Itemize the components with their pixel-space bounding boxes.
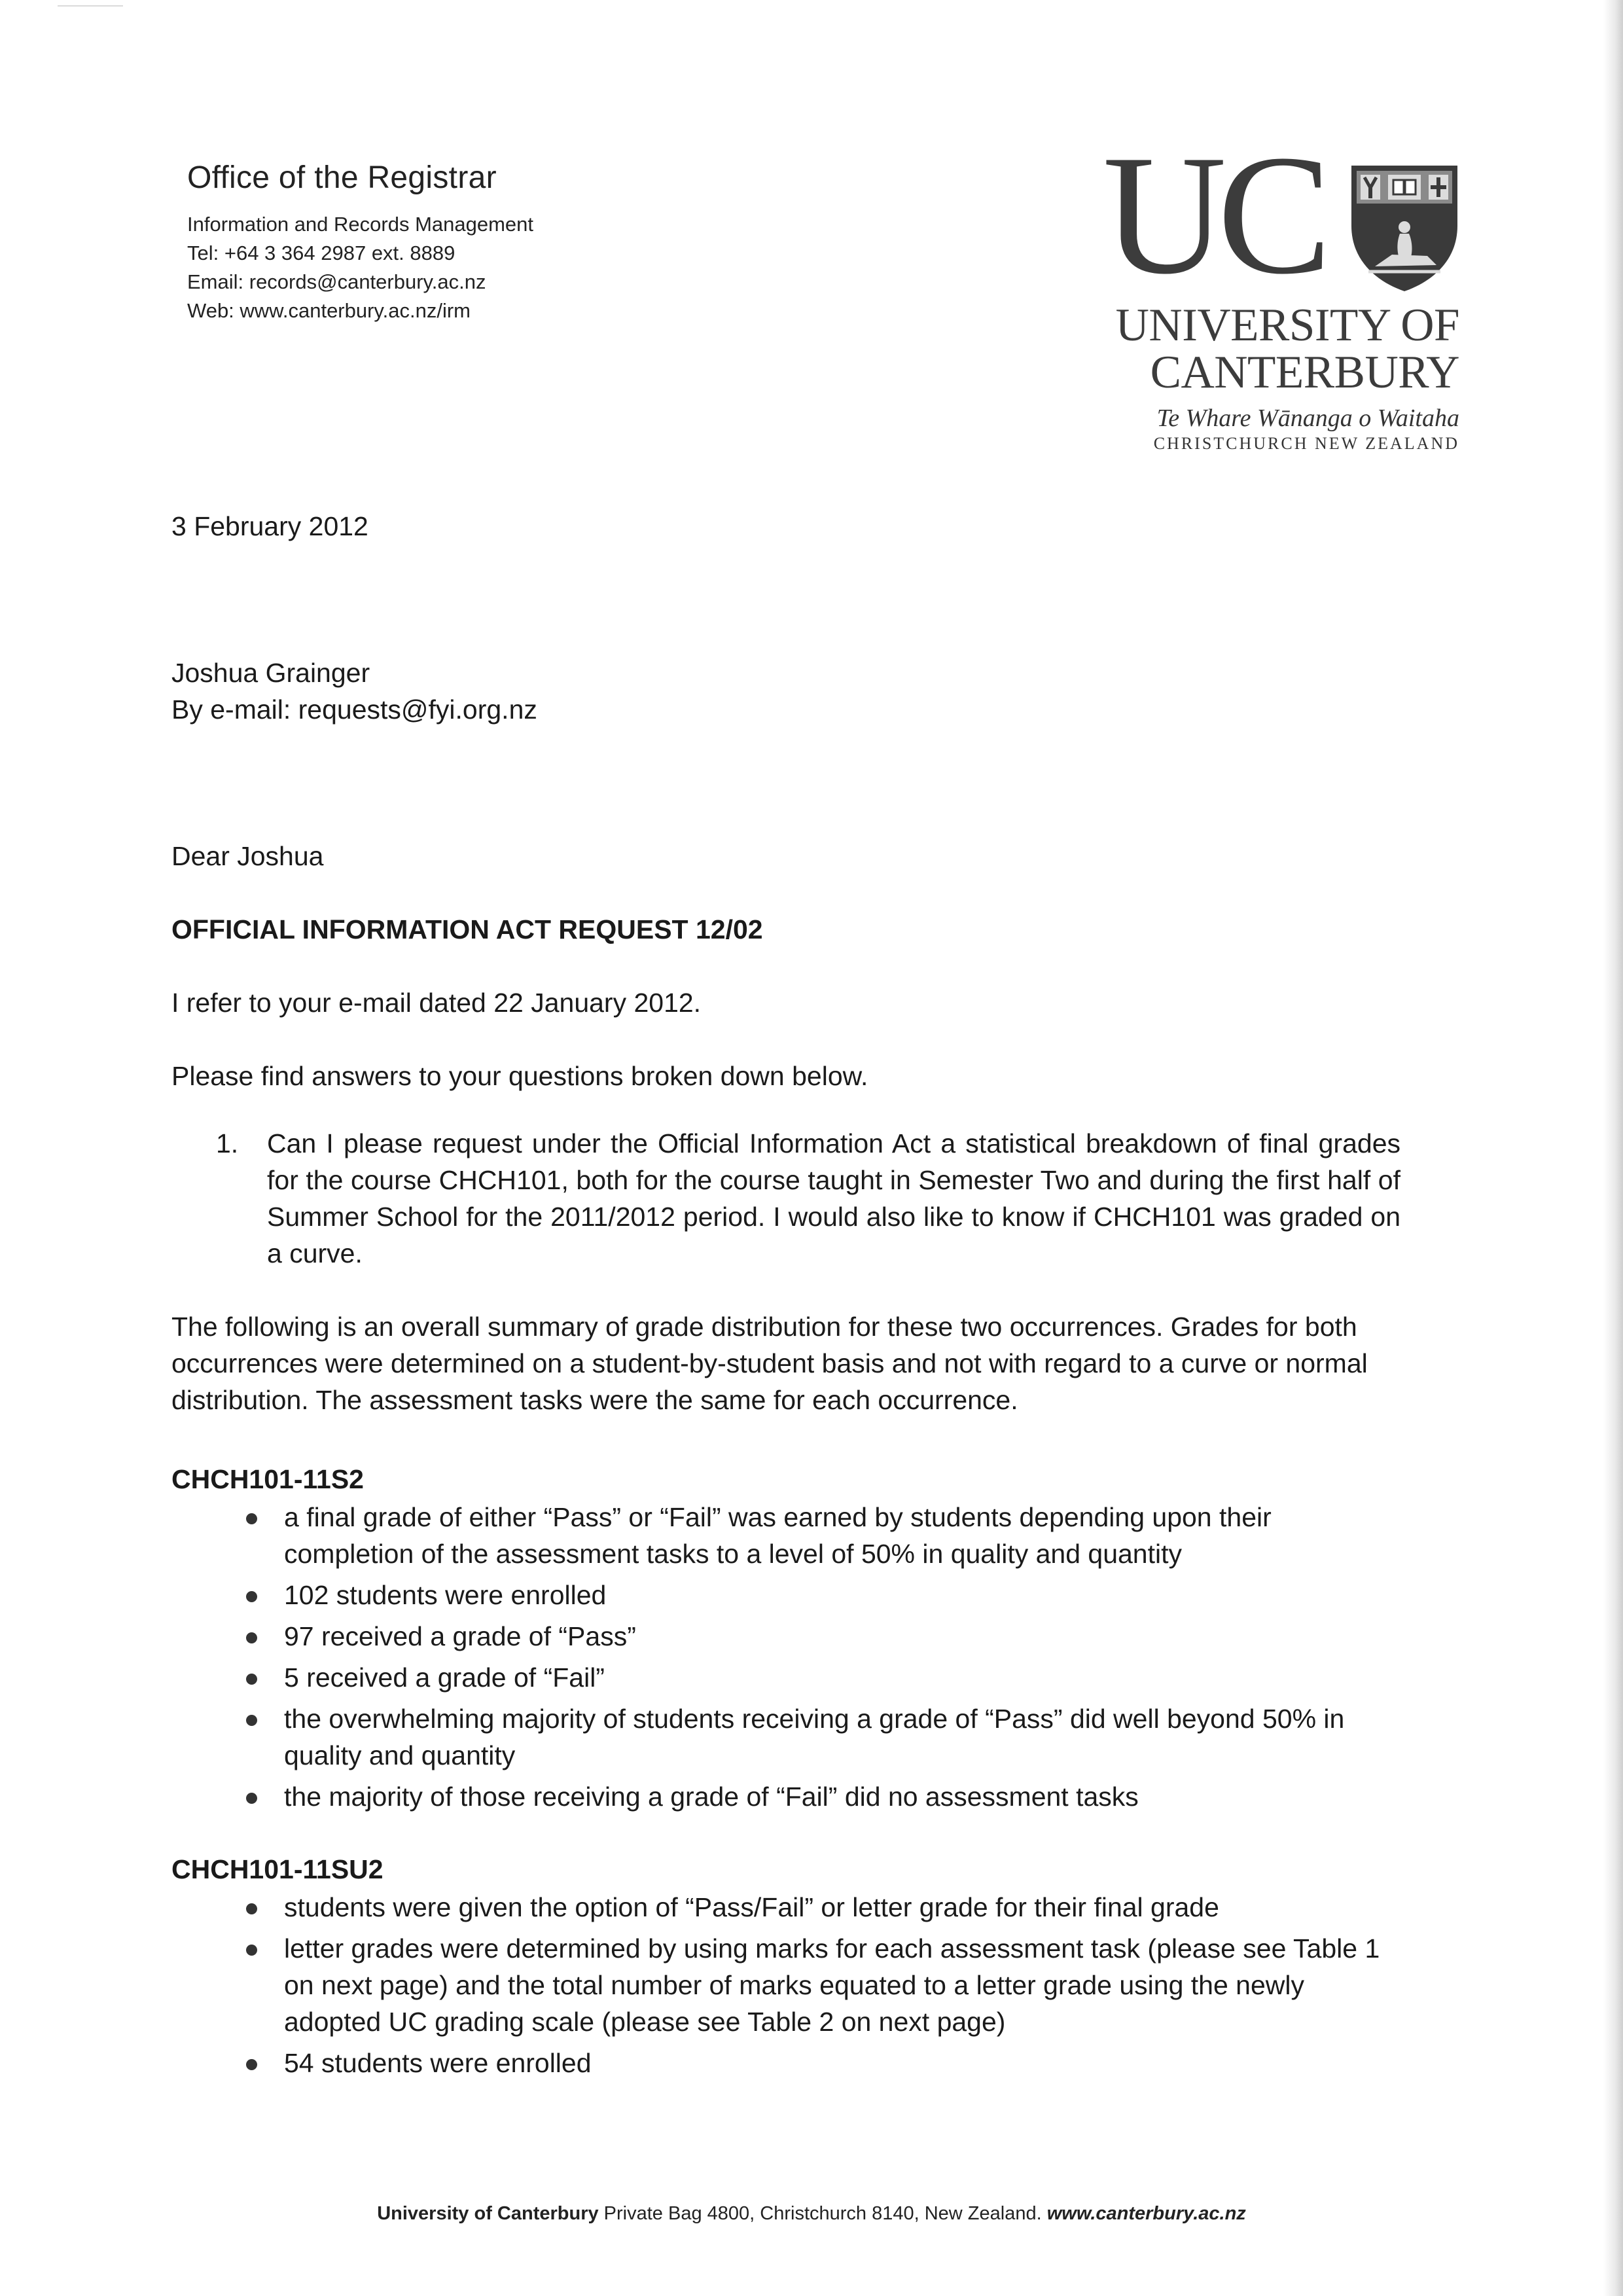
logo-location: CHRISTCHURCH NEW ZEALAND bbox=[1153, 434, 1459, 453]
scan-mark bbox=[58, 5, 123, 7]
list-item bbox=[243, 1659, 1400, 1696]
university-name bbox=[1103, 302, 1459, 396]
department: Information and Records Management bbox=[187, 213, 534, 236]
bullet-icon bbox=[246, 1591, 257, 1602]
contact-details bbox=[187, 210, 533, 325]
bullet-icon bbox=[246, 1513, 257, 1524]
list-item bbox=[243, 1778, 1400, 1815]
crest-shield-icon bbox=[1349, 163, 1460, 294]
letter-subject: OFFICIAL INFORMATION ACT REQUEST 12/02 bbox=[171, 914, 763, 944]
list-item bbox=[243, 1930, 1400, 2040]
footer-org: University of Canterbury bbox=[377, 2203, 599, 2224]
email-link[interactable]: Email: records@canterbury.ac.nz bbox=[187, 270, 486, 293]
list-item-text: the overwhelming majority of students receiving a grade of “Pass” did well beyond 50% in quality and quantity bbox=[284, 1704, 1345, 1770]
footer-website[interactable]: www.canterbury.ac.nz bbox=[1046, 2203, 1246, 2224]
list-item-text: 5 received a grade of “Fail” bbox=[284, 1662, 605, 1693]
bullet-icon bbox=[246, 1674, 257, 1685]
section2-list bbox=[243, 1889, 1400, 2086]
list-item bbox=[243, 1700, 1400, 1774]
question-number: 1. bbox=[216, 1128, 239, 1158]
question-text: Can I please request under the Official Information Act a statistical breakdown of final grades for the course CHCH101, both for the course taught in Semester Two and during the first half of Summer School for the 2011/2012 period. I would also like to know if CHCH101 was graded on a curve. bbox=[267, 1128, 1400, 1268]
bullet-icon bbox=[246, 1945, 257, 1956]
intro-line: Please find answers to your questions broken down below. bbox=[171, 1061, 868, 1091]
list-item-text: 54 students were enrolled bbox=[284, 2048, 592, 2078]
logo-name-line2: CANTERBURY bbox=[1150, 347, 1459, 398]
salutation: Dear Joshua bbox=[171, 841, 324, 871]
list-item bbox=[243, 1889, 1400, 1926]
bullet-icon bbox=[246, 1793, 257, 1804]
list-item-text: letter grades were determined by using marks for each assessment task (please see Table 1 on next page) and the total number of marks equated to a letter grade using the newly adopted UC grading scale (please see Table 2 on next page) bbox=[284, 1933, 1380, 2037]
list-item-text: 102 students were enrolled bbox=[284, 1580, 607, 1610]
section2-heading: CHCH101-11SU2 bbox=[171, 1854, 383, 1884]
footer bbox=[0, 2203, 1623, 2225]
list-item-text: students were given the option of “Pass/Fail” or letter grade for their final grade bbox=[284, 1892, 1219, 1922]
bullet-icon bbox=[246, 1632, 257, 1643]
recipient-email: By e-mail: requests@fyi.org.nz bbox=[171, 694, 537, 725]
bullet-icon bbox=[246, 1903, 257, 1914]
telephone: Tel: +64 3 364 2987 ext. 8889 bbox=[187, 242, 455, 264]
bullet-icon bbox=[246, 1715, 257, 1726]
logo-initials: UC bbox=[1103, 120, 1323, 310]
list-item bbox=[243, 1499, 1400, 1572]
footer-address: Private Bag 4800, Christchurch 8140, New Zealand. bbox=[598, 2203, 1047, 2224]
recipient-name: Joshua Grainger bbox=[171, 658, 370, 688]
maori-name: Te Whare Wānanga o Waitaha bbox=[1156, 404, 1459, 432]
letterhead bbox=[187, 160, 533, 325]
logo-name-line1: UNIVERSITY OF bbox=[1115, 300, 1459, 351]
section1-list bbox=[243, 1499, 1400, 1820]
uc-logo bbox=[1103, 120, 1459, 454]
list-item-text: 97 received a grade of “Pass” bbox=[284, 1621, 636, 1651]
summary-paragraph: The following is an overall summary of grade distribution for these two occurrences. Grades for both occurrences were determined on a student-by-student basis and not with regard to a curve or normal distribution. The assessment tasks were the same for each occurrence. bbox=[171, 1312, 1368, 1415]
reference-line: I refer to your e-mail dated 22 January 2012. bbox=[171, 988, 702, 1018]
web-link[interactable]: Web: www.canterbury.ac.nz/irm bbox=[187, 299, 471, 322]
list-item-text: the majority of those receiving a grade of “Fail” did no assessment tasks bbox=[284, 1782, 1139, 1812]
bullet-icon bbox=[246, 2059, 257, 2070]
letter-date: 3 February 2012 bbox=[171, 511, 368, 541]
page-edge-shadow bbox=[1603, 0, 1623, 2296]
list-item bbox=[243, 1577, 1400, 1613]
list-item-text: a final grade of either “Pass” or “Fail” was earned by students depending upon their completion of the assessment tasks to a level of 50% in quality and quantity bbox=[284, 1502, 1272, 1569]
list-item bbox=[243, 1618, 1400, 1655]
office-title: Office of the Registrar bbox=[187, 160, 497, 195]
list-item bbox=[243, 2045, 1400, 2081]
section1-heading: CHCH101-11S2 bbox=[171, 1464, 364, 1494]
